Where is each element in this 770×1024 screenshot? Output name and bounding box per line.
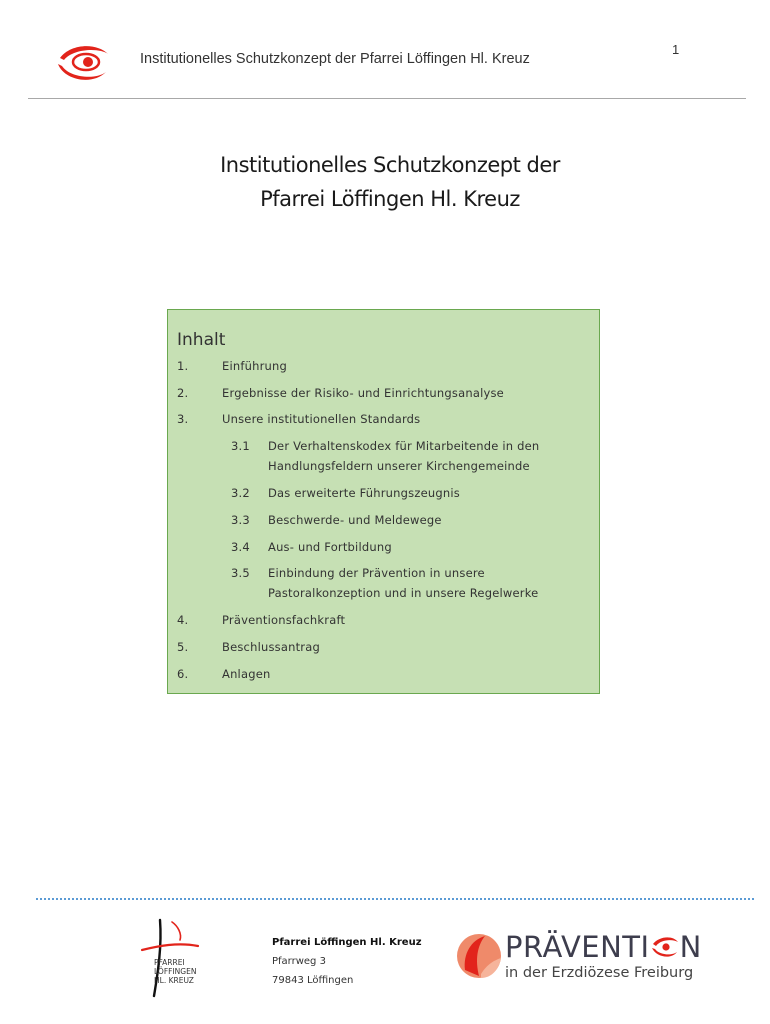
toc-subitem-number: 3.5 bbox=[231, 566, 250, 580]
toc-item-number: 4. bbox=[177, 613, 189, 627]
document-title bbox=[0, 148, 770, 216]
toc-subitem-label: Der Verhaltenskodex für Mitarbeitende in den Handlungsfeldern unserer Kirchengemeinde bbox=[268, 439, 540, 473]
toc-subitem-number: 3.2 bbox=[231, 486, 250, 500]
parish-logo-line: LÖFFINGEN bbox=[154, 967, 197, 976]
document-title-line1: Institutionelles Schutzkonzept der bbox=[220, 153, 560, 177]
eye-o-icon bbox=[651, 934, 679, 960]
toc-item-number: 6. bbox=[177, 667, 189, 681]
toc-subitem[interactable] bbox=[168, 436, 598, 478]
toc-item-number: 5. bbox=[177, 640, 189, 654]
header-title: Institutionelles Schutzkonzept der Pfarrei Löffingen Hl. Kreuz bbox=[140, 51, 530, 67]
toc-subitem-number: 3.4 bbox=[231, 540, 250, 554]
parish-logo-text bbox=[154, 958, 196, 985]
parish-logo-line: HL. KREUZ bbox=[154, 976, 194, 985]
cross-logo-icon bbox=[138, 916, 202, 998]
toc-subitem-label: Beschwerde- und Meldewege bbox=[268, 513, 442, 527]
footer-divider bbox=[36, 898, 754, 900]
toc-item-label: Unsere institutionellen Standards bbox=[222, 412, 421, 426]
toc-subitem-number: 3.1 bbox=[231, 439, 250, 453]
prevention-logo bbox=[455, 930, 715, 990]
toc-subitem-label: Einbindung der Prävention in unsere Pastoralkonzeption und in unsere Regelwerke bbox=[268, 566, 539, 600]
prevention-subtitle: in der Erzdiözese Freiburg bbox=[505, 965, 694, 981]
prevention-word-end: N bbox=[679, 930, 702, 964]
toc-subitem[interactable] bbox=[168, 563, 598, 605]
toc-item-label: Beschlussantrag bbox=[222, 640, 320, 654]
parish-logo-line: PFARREI bbox=[154, 958, 185, 967]
toc-item-number: 2. bbox=[177, 386, 189, 400]
prevention-logo-icon bbox=[455, 930, 505, 986]
page-number: 1 bbox=[672, 42, 680, 57]
toc-item-label: Ergebnisse der Risiko- und Einrichtungsanalyse bbox=[222, 386, 504, 400]
table-of-contents bbox=[167, 309, 600, 694]
toc-item-number: 1. bbox=[177, 359, 189, 373]
prevention-word: PRÄVENTI bbox=[505, 930, 650, 964]
page-header bbox=[0, 0, 770, 100]
document-title-line2: Pfarrei Löffingen Hl. Kreuz bbox=[260, 187, 520, 211]
header-divider bbox=[28, 98, 746, 99]
address-city: 79843 Löffingen bbox=[272, 975, 354, 986]
toc-subitem-label: Das erweiterte Führungszeugnis bbox=[268, 486, 460, 500]
toc-heading: Inhalt bbox=[177, 330, 226, 350]
toc-item-number: 3. bbox=[177, 412, 189, 426]
prevention-wordmark bbox=[505, 930, 702, 964]
toc-item-label: Einführung bbox=[222, 359, 287, 373]
footer-address bbox=[272, 933, 422, 990]
address-name: Pfarrei Löffingen Hl. Kreuz bbox=[272, 937, 422, 948]
toc-item-label: Anlagen bbox=[222, 667, 271, 681]
eye-logo-icon bbox=[56, 40, 110, 86]
toc-item-label: Präventionsfachkraft bbox=[222, 613, 346, 627]
toc-subitem-label: Aus- und Fortbildung bbox=[268, 540, 392, 554]
address-street: Pfarrweg 3 bbox=[272, 956, 326, 967]
toc-subitem-number: 3.3 bbox=[231, 513, 250, 527]
